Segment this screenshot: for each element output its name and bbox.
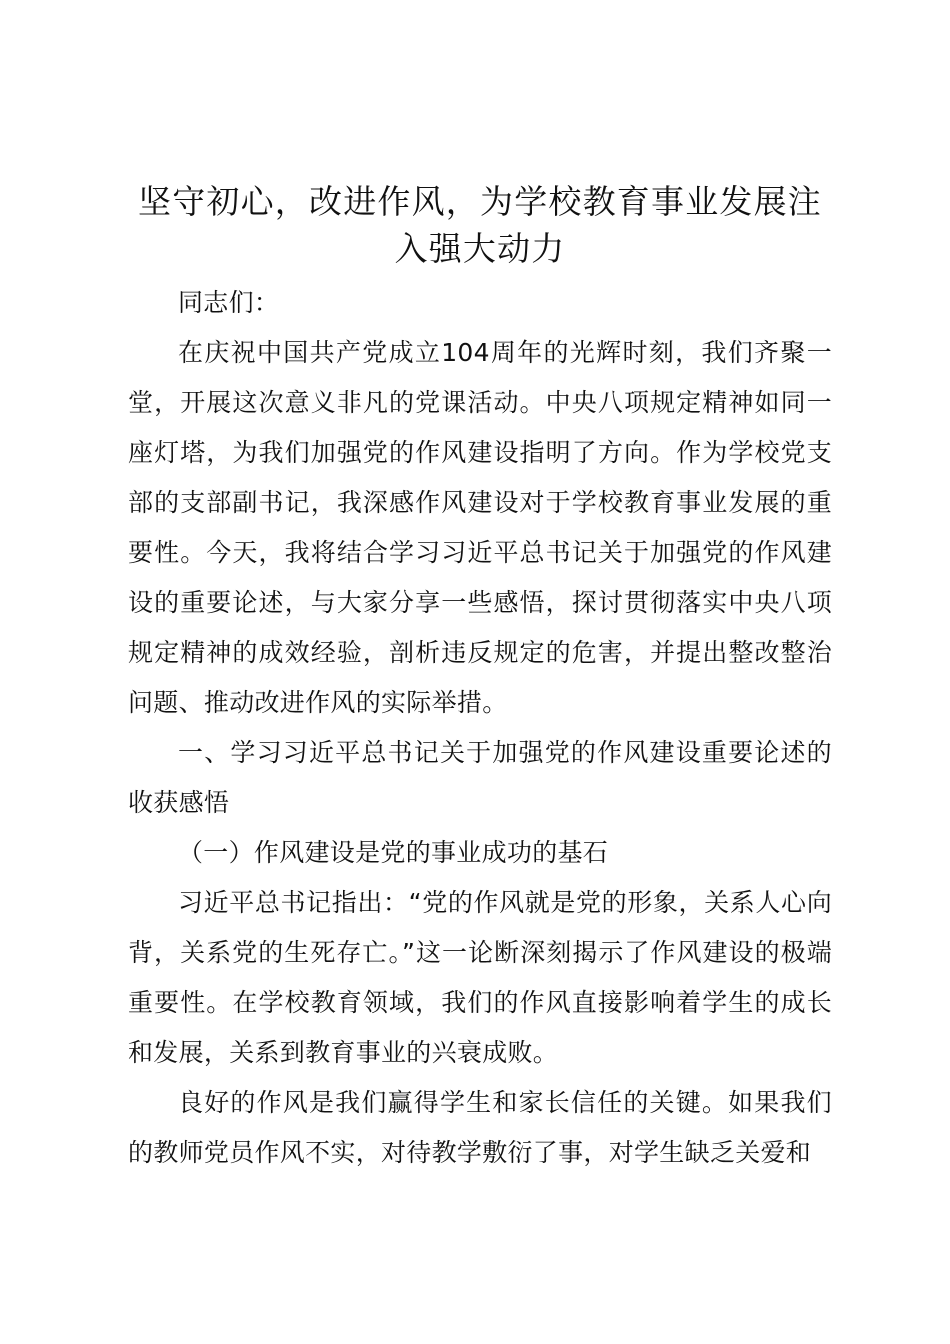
salutation: 同志们：	[178, 288, 280, 317]
paragraph-quote: 习近平总书记指出：“党的作风就是党的形象，关系人心向背，关系党的生死存亡。”这一论断深刻揭示了作风建设的极端重要性。在学校教育领域，我们的作风直接影响着学生的成长和发展，关系到教育事业的兴衰成败。	[128, 888, 832, 1067]
section-heading-1: 一、学习习近平总书记关于加强党的作风建设重要论述的收获感悟	[128, 738, 832, 817]
paragraph-trust: 良好的作风是我们赢得学生和家长信任的关键。如果我们的教师党员作风不实，对待教学敷衍了事，对学生缺乏关爱和	[128, 1088, 832, 1167]
document-body	[128, 278, 832, 1178]
document-page	[128, 178, 832, 1178]
subsection-heading-1: （一）作风建设是党的事业成功的基石	[178, 838, 609, 867]
paragraph-intro: 在庆祝中国共产党成立104周年的光辉时刻，我们齐聚一堂，开展这次意义非凡的党课活动。中央八项规定精神如同一座灯塔，为我们加强党的作风建设指明了方向。作为学校党支部的支部副书记，我深感作风建设对于学校教育事业发展的重要性。今天，我将结合学习习近平总书记关于加强党的作风建设的重要论述，与大家分享一些感悟，探讨贯彻落实中央八项规定精神的成效经验，剖析违反规定的危害，并提出整改整治问题、推动改进作风的实际举措。	[128, 338, 832, 717]
document-title: 坚守初心，改进作风，为学校教育事业发展注入强大动力	[138, 182, 822, 268]
